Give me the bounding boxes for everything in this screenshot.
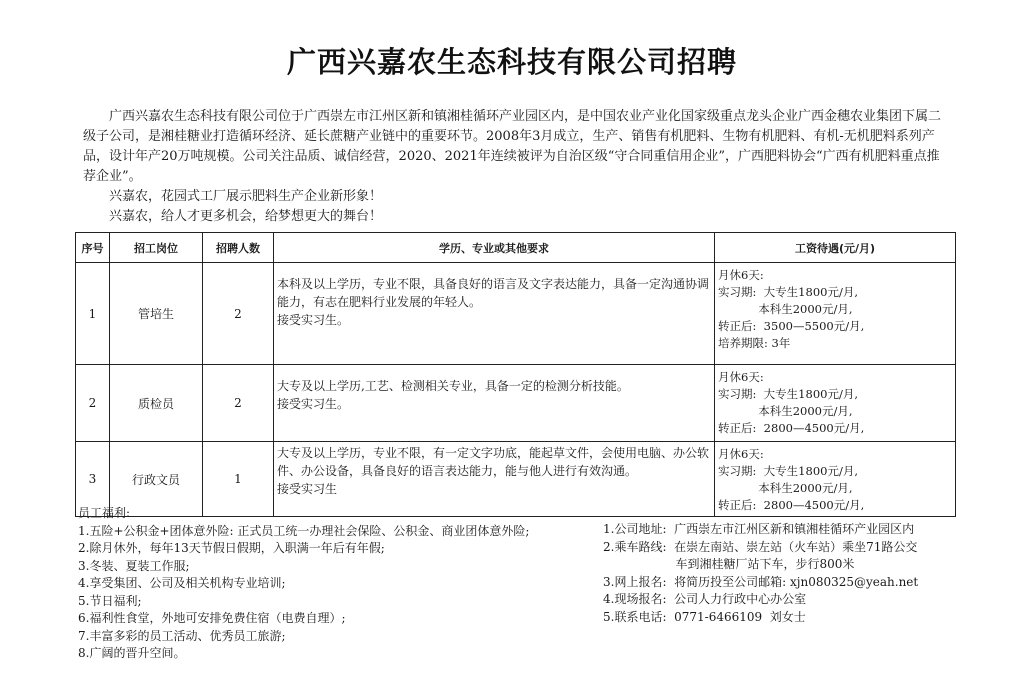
company-intro — [83, 107, 943, 227]
salary-line: 月休6天: — [718, 370, 764, 384]
header-position: 招工岗位 — [110, 233, 203, 263]
contact-address: 1.公司地址: 广西崇左市江州区新和镇湘桂循环产业园区内 — [603, 522, 915, 536]
requirement-text: 本科及以上学历，专业不限，具备良好的语言及文字表达能力，具备一定沟通协调能力，有志在肥料行业发展的年轻人。 — [277, 277, 710, 309]
header-count: 招聘人数 — [203, 233, 274, 263]
salary-line: 本科生2000元/月, — [718, 302, 853, 316]
header-salary: 工资待遇(元/月) — [715, 233, 956, 263]
header-requirements: 学历、专业或其他要求 — [274, 233, 715, 263]
row-no: 3 — [76, 442, 110, 517]
intro-slogan-1: 兴嘉农，花园式工厂展示肥料生产企业新形象！ — [109, 189, 383, 204]
row-position: 质检员 — [110, 365, 203, 442]
table-header-row — [76, 233, 956, 263]
salary-line: 月休6天: — [718, 447, 764, 461]
requirement-intern: 接受实习生。 — [277, 313, 350, 327]
contact-onsite-apply: 4.现场报名: 公司人力行政中心办公室 — [603, 592, 807, 606]
salary-line: 转正后: 2800—4500元/月, — [718, 498, 865, 512]
benefit-item: 6.福利性食堂，外地可安排免费住宿（电费自理）; — [78, 611, 346, 625]
row-count: 1 — [203, 442, 274, 517]
row-salary — [715, 365, 956, 442]
page-title: 广西兴嘉农生态科技有限公司招聘 — [286, 45, 737, 79]
salary-line: 本科生2000元/月, — [718, 404, 853, 418]
salary-line: 实习期: 大专生1800元/月, — [718, 464, 858, 478]
requirement-text: 大专及以上学历，专业不限，有一定文字功底，能起草文件，会使用电脑、办公软件、办公设备，具备良好的语言表达能力，能与他人进行有效沟通。 — [277, 446, 710, 478]
benefit-item: 4.享受集团、公司及相关机构专业培训; — [78, 576, 286, 590]
table-row — [76, 365, 956, 442]
intro-slogan-2: 兴嘉农，给人才更多机会，给梦想更大的舞台！ — [109, 209, 383, 224]
salary-line: 本科生2000元/月, — [718, 481, 853, 495]
salary-line: 实习期: 大专生1800元/月, — [718, 387, 858, 401]
contact-phone: 5.联系电话: 0771-6466109 刘女士 — [603, 609, 806, 624]
header-no: 序号 — [76, 233, 110, 263]
benefit-item: 1.五险+公积金+团体意外险: 正式员工统一办理社会保险、公积金、商业团体意外险; — [78, 523, 530, 538]
row-count: 2 — [203, 263, 274, 365]
benefits-heading: 员工福利: — [78, 506, 131, 520]
contact-route: 2.乘车路线: 在崇左南站、崇左站（火车站）乘坐71路公交 — [603, 539, 918, 554]
row-position: 管培生 — [110, 263, 203, 365]
salary-line: 培养期限: 3年 — [718, 336, 791, 350]
employee-benefits — [78, 505, 578, 663]
salary-line: 转正后: 3500—5500元/月, — [718, 319, 865, 333]
benefit-item: 2.除月休外，每年13天节假日假期，入职满一年后有年假; — [78, 541, 385, 555]
salary-line: 转正后: 2800—4500元/月, — [718, 421, 865, 435]
table-row — [76, 263, 956, 365]
row-salary — [715, 263, 956, 365]
requirement-intern: 接受实习生 — [277, 482, 338, 496]
benefit-item: 8.广阔的晋升空间。 — [78, 646, 186, 660]
contact-info — [603, 521, 963, 626]
row-requirements — [274, 263, 715, 365]
intro-paragraph: 广西兴嘉农生态科技有限公司位于广西崇左市江州区新和镇湘桂循环产业园区内，是中国农业产业化国家级重点龙头企业广西金穗农业集团下属二级子公司，是湘桂糖业打造循环经济、延长蔗糖产业链中的重要环节。2008年3月成立，生产、销售有机肥料、生物有机肥料、有机-无机肥料系列产品，设计年产20万吨规模。公司关注品质、诚信经营，2020、2021年连续被评为自治区级“守合同重信用企业”，广西肥料协会“广西有机肥料重点推荐企业”。 — [83, 109, 942, 184]
benefit-item: 5.节日福利; — [78, 593, 142, 608]
contact-route-cont: 车到湘桂糖厂站下车，步行800米 — [603, 557, 855, 571]
benefit-item: 3.冬装、夏装工作服; — [78, 558, 190, 573]
salary-line: 实习期: 大专生1800元/月, — [718, 285, 858, 299]
row-no: 2 — [76, 365, 110, 442]
row-salary — [715, 442, 956, 517]
requirement-intern: 接受实习生。 — [277, 397, 350, 411]
salary-line: 月休6天: — [718, 268, 764, 282]
row-requirements — [274, 365, 715, 442]
row-count: 2 — [203, 365, 274, 442]
job-table — [75, 232, 956, 517]
row-position: 行政文员 — [110, 442, 203, 517]
benefit-item: 7.丰富多彩的员工活动、优秀员工旅游; — [78, 628, 286, 643]
requirement-text: 大专及以上学历,工艺、检测相关专业，具备一定的检测分析技能。 — [277, 379, 629, 393]
contact-online-apply: 3.网上报名: 将简历投至公司邮箱: xjn080325@yeah.net — [603, 574, 919, 589]
row-no: 1 — [76, 263, 110, 365]
